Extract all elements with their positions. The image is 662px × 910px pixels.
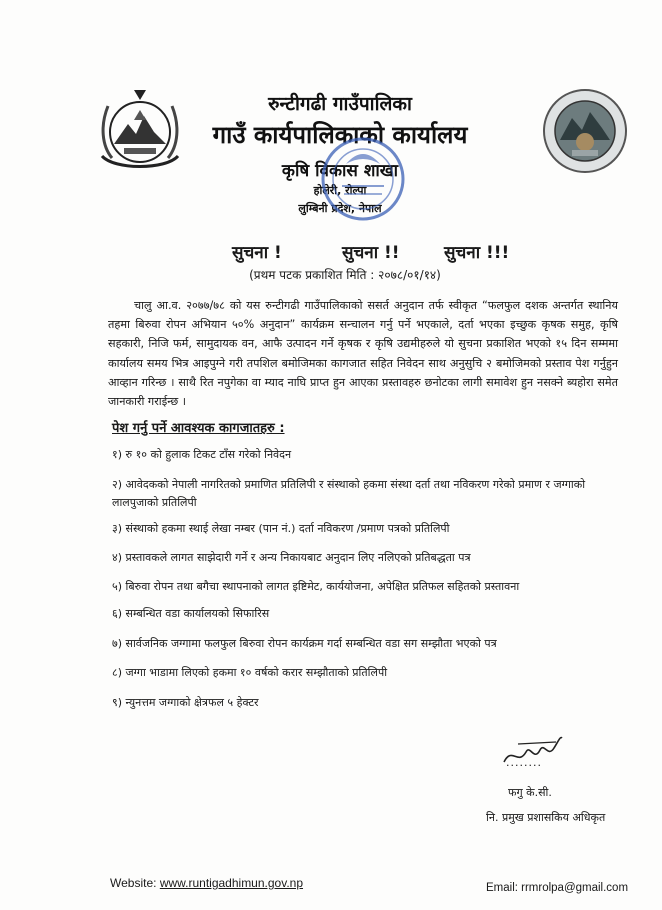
document-item: ३) संस्थाको हकमा स्थाई लेखा नम्बर (पान नं.) दर्ता नविकरण /प्रमाण पत्रको प्रतिलिपी xyxy=(112,522,450,535)
nepal-emblem-icon xyxy=(94,86,186,178)
body-paragraph: चालु आ.व. २०७७/७८ को यस रुन्टीगढी गाउँपालिकाको ससर्त अनुदान तर्फ स्वीकृत “फलफुल दशक अन्तर्गत स्थानिय तहमा बिरुवा रोपन अभियान ५०% अनुदान” कार्यक्रम सन्चालन गर्नु पर्ने भएकाले, दर्ता भएका इच्छुक कृषक समुह, कृषि सहकारी, निजि फर्म, सामुदायक वन, आफै उत्पादन गर्ने कृषक र कृषि उद्यमीहरुले यो सुचना प्रकाशित भएको १५ दिन सम्ममा कार्यालय समय भित्र आइपुग्ने गरी तपशिल बमोजिमका कागजात सहित निवेदन साथ अनुसुचि २ बमोजिमको प्रस्ताव पेश गर्नुहुन आव्हान गरिन्छ । साथै रित नपुगेका वा म्याद नाघि प्राप्त हुन आएका प्रस्तावहरु छनोटका लागी समावेश हुन नसक्ने ब्यहोरा समेत जानकारी गराईन्छ । xyxy=(108,299,618,409)
website-label: Website: xyxy=(110,876,160,890)
municipality-seal-icon xyxy=(542,88,628,174)
notice-headings xyxy=(0,240,662,262)
document-item: ४) प्रस्तावकले लागत साझेदारी गर्ने र अन्य निकायबाट अनुदान लिए नलिएको प्रतिबद्धता पत्र xyxy=(112,551,471,564)
office-name: गाउँ कार्यपालिकाको कार्यालय xyxy=(212,121,468,149)
document-item: ५) बिरुवा रोपन तथा बगैचा स्थापनाको लागत इष्टिमेट, कार्ययोजना, अपेक्षित प्रतिफल सहितको प्रस्तावना xyxy=(112,580,520,593)
municipality-name: रुन्टीगढी गाउँपालिका xyxy=(268,93,412,115)
notice-heading: सुचना ! xyxy=(232,243,282,263)
document-item: ८) जग्गा भाडामा लिएको हकमा १० वर्षको करार सम्झौताको प्रतिलिपी xyxy=(112,666,388,679)
footer-website xyxy=(110,876,303,890)
signatory-name: फगु के.सी. xyxy=(508,786,552,799)
document-item: ९) न्युनत्तम जग्गाको क्षेत्रफल ५ हेक्टर xyxy=(112,696,259,709)
footer-email[interactable]: Email: rrmrolpa@gmail.com xyxy=(486,882,629,894)
office-location: होलेरी, रोल्पा xyxy=(313,184,367,197)
signatory-title: नि. प्रमुख प्रशासकिय अधिकृत xyxy=(486,811,606,824)
website-link[interactable]: www.runtigadhimun.gov.np xyxy=(159,876,304,890)
office-stamp-icon xyxy=(318,134,408,224)
document-item: ६) सम्बन्धित वडा कार्यालयको सिफारिस xyxy=(112,607,270,620)
document-item: ७) सार्वजनिक जग्गामा फलफुल बिरुवा रोपन कार्यक्रम गर्दा सम्बन्धित वडा सग सम्झौता भएको पत्र xyxy=(112,637,497,650)
document-item: २) आवेदकको नेपाली नागरितको प्रमाणित प्रतिलिपी र संस्थाको हकमा संस्था दर्ता तथा नविकरण गरेको प्रमाण र जग्गाको लालपुजाको प्रतिलिपी xyxy=(112,478,586,509)
documents-heading: पेश गर्नु पर्ने आवश्यक कागजातहरु : xyxy=(112,421,285,436)
notice-heading: सुचना !! xyxy=(342,243,400,263)
notice-heading: सुचना !!! xyxy=(444,243,510,263)
province-location: लुम्बिनी प्रदेश, नेपाल xyxy=(298,202,382,215)
signature-line: ........ xyxy=(506,756,542,769)
publish-date: (प्रथम पटक प्रकाशित मिति : २०७८/०१/१४) xyxy=(249,268,441,282)
branch-name: कृषि विकास शाखा xyxy=(281,161,399,181)
document-item: १) रु १० को हुलाक टिकट टाँस गरेको निवेदन xyxy=(112,448,292,461)
